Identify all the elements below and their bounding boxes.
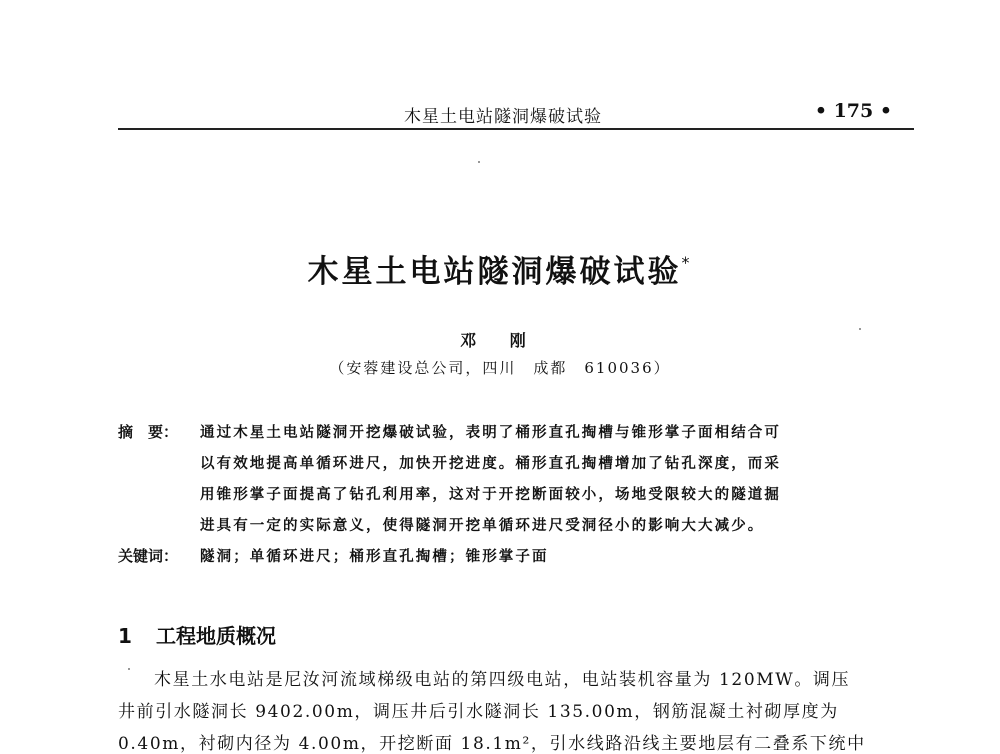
section-title: 工程地质概况 bbox=[156, 624, 276, 648]
abstract-label: 摘 要： bbox=[118, 423, 179, 441]
running-title: 木星土电站隧洞爆破试验 bbox=[404, 107, 602, 127]
abstract-line: 用锥形掌子面提高了钻孔利用率，这对于开挖断面较小，场地受限较大的隧道掘 bbox=[200, 486, 781, 503]
section-number: 1 bbox=[118, 624, 132, 648]
section-heading bbox=[118, 620, 276, 649]
body-line: 0.40m，衬砌内径为 4.00m，开挖断面 18.1m²，引水线路沿线主要地层有二叠系下统中 bbox=[118, 734, 866, 754]
paper-title bbox=[0, 246, 1000, 291]
title-footnote-mark: * bbox=[681, 253, 693, 272]
scan-speck bbox=[478, 161, 480, 163]
page-number: • 175 • bbox=[814, 100, 892, 122]
keywords-label: 关键词： bbox=[118, 547, 179, 565]
abstract-line: 通过木星土电站隧洞开挖爆破试验，表明了桶形直孔掏槽与锥形掌子面相结合可 bbox=[200, 424, 781, 441]
paper-title-text: 木星土电站隧洞爆破试验 bbox=[307, 254, 682, 290]
keywords-text: 隧洞；单循环进尺；桶形直孔掏槽；锥形掌子面 bbox=[200, 548, 549, 565]
author-affiliation: （安蓉建设总公司，四川 成都 610036） bbox=[329, 359, 671, 377]
author-name: 邓 刚 bbox=[460, 331, 540, 350]
scan-speck bbox=[128, 668, 130, 670]
body-line: 井前引水隧洞长 9402.00m，调压井后引水隧洞长 135.00m，钢筋混凝土衬砌厚度为 bbox=[118, 702, 839, 722]
running-header bbox=[118, 98, 914, 130]
abstract-line: 进具有一定的实际意义，使得隧洞开挖单循环进尺受洞径小的影响大大减少。 bbox=[200, 517, 765, 534]
body-line: 木星土水电站是尼汝河流域梯级电站的第四级电站，电站装机容量为 120MW。调压 bbox=[154, 670, 851, 690]
abstract-line: 以有效地提高单循环进尺，加快开挖进度。桶形直孔掏槽增加了钻孔深度，而采 bbox=[200, 455, 781, 472]
